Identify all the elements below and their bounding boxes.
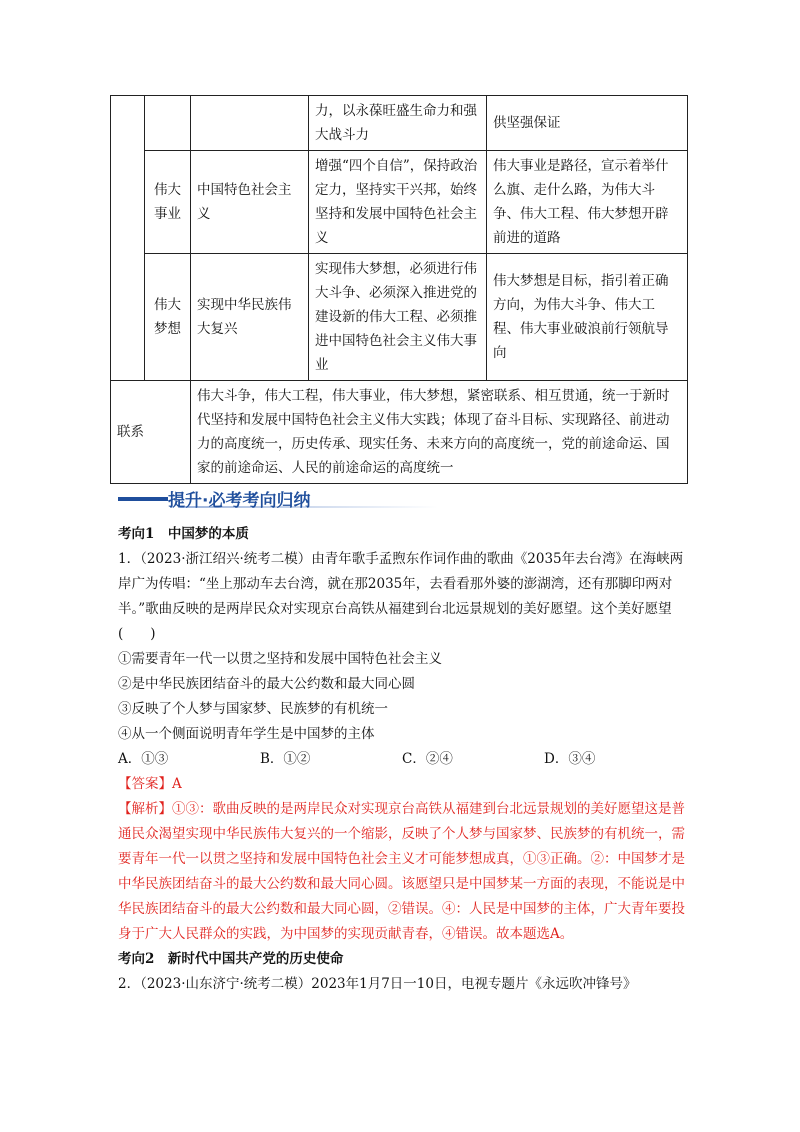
summary-table <box>110 95 688 484</box>
table-cell-requirement: 实现伟大梦想，必须进行伟大斗争、必须深入推进党的建设新的伟大工程、必须推进中国特色社会主义伟大事业 <box>309 254 487 381</box>
question-1-stem: 1．（2023·浙江绍兴·统考二模）由青年歌手孟煦东作词作曲的歌曲《2035年去台湾》在海峡两岸广为传唱：“坐上那动车去台湾，就在那2035年，去看看那外婆的澎湖湾，还有那脚印两对半。”歌曲反映的是两岸民众对实现京台高铁从福建到台北远景规划的美好愿望。这个美好愿望( ) <box>118 551 684 642</box>
table-cell-blank <box>191 96 309 151</box>
section-banner <box>118 486 311 511</box>
row-name-shiye: 伟大事业 <box>145 151 191 254</box>
table-cell-blank <box>145 96 191 151</box>
table-cell-role: 供坚强保证 <box>487 96 688 151</box>
section-heading-2: 考向2 新时代中国共产党的历史使命 <box>118 951 344 967</box>
table-cell-content: 中国特色社会主义 <box>191 151 309 254</box>
banner-title: 提升·必考考向归纳 <box>168 491 311 511</box>
table-cell-blank <box>111 96 145 381</box>
question-1-item: ②是中华民族团结奋斗的最大公约数和最大同心圆 <box>118 676 415 692</box>
option-a: A．①③ <box>118 751 169 767</box>
table-row <box>111 381 688 484</box>
banner-bar <box>118 497 168 501</box>
option-b: B．①② <box>260 751 311 767</box>
table-cell-role: 伟大事业是路径，宣示着举什么旗、走什么路，为伟大斗争、伟大工程、伟大梦想开辟前进的道路 <box>487 151 688 254</box>
question-1-item: ④从一个侧面说明青年学生是中国梦的主体 <box>118 726 375 742</box>
row-name-mengxiang: 伟大梦想 <box>145 254 191 381</box>
table-row <box>111 254 688 381</box>
question-1-item: ③反映了个人梦与国家梦、民族梦的有机统一 <box>118 701 388 717</box>
table-cell-requirement: 力，以永葆旺盛生命力和强大战斗力 <box>309 96 487 151</box>
table-cell-lianxi: 伟大斗争，伟大工程，伟大事业，伟大梦想，紧密联系、相互贯通，统一于新时代坚持和发展中国特色社会主义伟大实践；体现了奋斗目标、实现路径、前进动力的高度统一，历史传承、现实任务、未来方向的高度统一，党的前途命运、国家的前途命运、人民的前途命运的高度统一 <box>191 381 688 484</box>
question-content <box>118 522 686 997</box>
table-cell-role: 伟大梦想是目标，指引着正确方向，为伟大斗争、伟大工程、伟大事业破浪前行领航导向 <box>487 254 688 381</box>
section-heading-1: 考向1 中国梦的本质 <box>118 526 249 542</box>
question-1-item: ①需要青年一代一以贯之坚持和发展中国特色社会主义 <box>118 651 442 667</box>
row-label-lianxi: 联系 <box>111 381 191 484</box>
table-row <box>111 151 688 254</box>
table-row <box>111 96 688 151</box>
option-d: D．③④ <box>544 751 596 767</box>
table-cell-content: 实现中华民族伟大复兴 <box>191 254 309 381</box>
question-1-options <box>118 747 686 772</box>
question-1-answer: 【答案】A <box>118 776 182 792</box>
option-c: C．②④ <box>402 751 453 767</box>
table-cell-requirement: 增强“四个自信”，保持政治定力，坚持实干兴邦，始终坚持和发展中国特色社会主义 <box>309 151 487 254</box>
question-1-analysis: 【解析】①③：歌曲反映的是两岸民众对实现京台高铁从福建到台北远景规划的美好愿望这是普通民众渴望实现中华民族伟大复兴的一个缩影，反映了个人梦与国家梦、民族梦的有机统一，需要青年一代一以贯之坚持和发展中国特色社会主义才可能梦想成真，①③正确。②：中国梦才是中华民族团结奋斗的最大公约数和最大同心圆。该愿望只是中国梦某一方面的表现，不能说是中华民族团结奋斗的最大公约数和最大同心圆，②错误。④：人民是中国梦的主体，广大青年要投身于广大人民群众的实践，为中国梦的实现贡献青春，④错误。故本题选A。 <box>118 801 685 942</box>
question-2-stem: 2．（2023·山东济宁·统考二模）2023年1月7日一10日，电视专题片《永远吹冲锋号》 <box>118 976 637 992</box>
